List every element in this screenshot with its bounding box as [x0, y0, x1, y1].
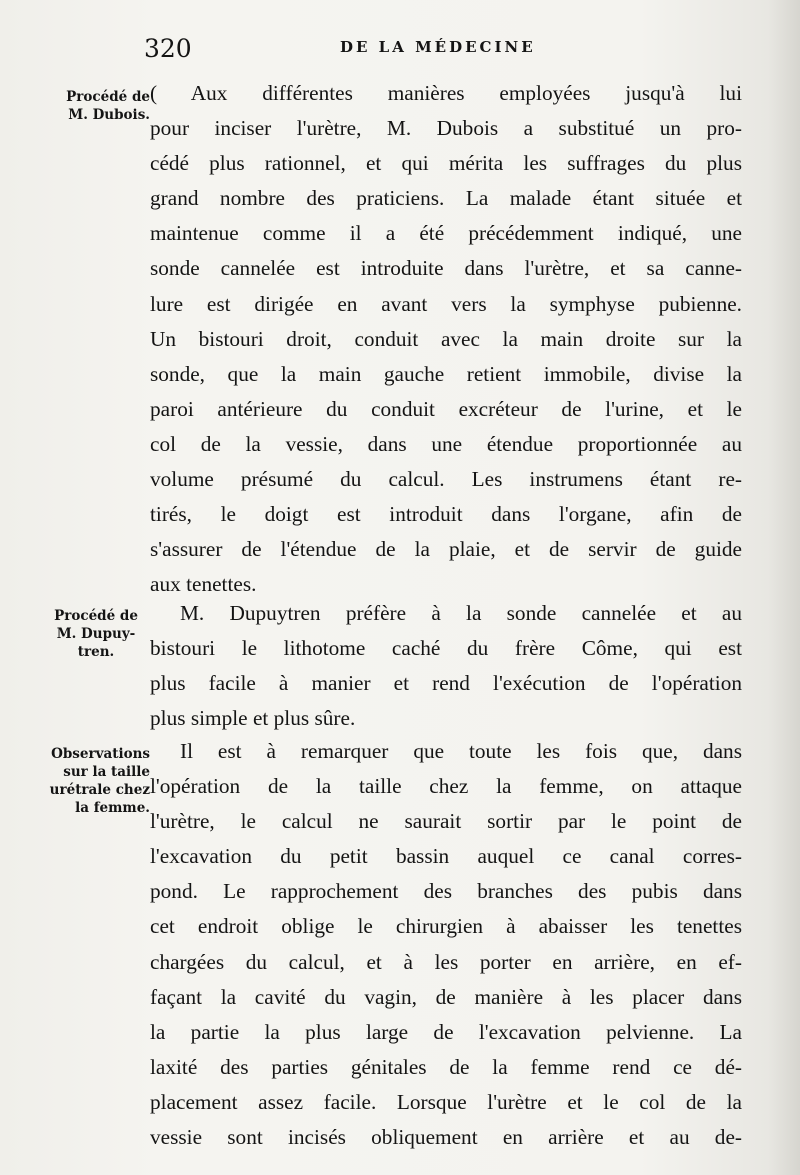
text-line: plus simple et plus sûre.: [150, 706, 356, 731]
running-head: DE LA MÉDECINE: [340, 38, 536, 56]
text-line: plus facile à manier et rend l'exécution de l'opération: [150, 671, 742, 696]
text-line: col de la vessie, dans une étendue proportionnée au: [150, 431, 742, 456]
text-line: grand nombre des praticiens. La malade étant située et: [150, 186, 742, 211]
paragraph-dupuytren: [150, 596, 742, 736]
text-line: M. Dupuytren préfère à la sonde cannelée et au: [180, 601, 742, 625]
text-line: maintenue comme il a été précédemment indiqué, une: [150, 221, 742, 246]
text-line: bistouri le lithotome caché du frère Côme, qui est: [150, 636, 742, 661]
text-line: vessie sont incisés obliquement en arrière et au de-: [150, 1125, 742, 1150]
text-line: paroi antérieure du conduit excréteur de l'urine, et le: [150, 396, 742, 421]
paragraph-observations: [150, 734, 742, 1155]
text-line: volume présumé du calcul. Les instrumens étant re-: [150, 467, 742, 492]
text-line: l'opération de la taille chez la femme, on attaque: [150, 774, 742, 799]
margin-note-line: tren.: [77, 644, 115, 660]
text-line: cet endroit oblige le chirurgien à abaisser les tenettes: [150, 914, 742, 939]
text-line: la partie la plus large de l'excavation pelvienne. La: [150, 1019, 742, 1044]
text-line: l'excavation du petit bassin auquel ce canal corres-: [150, 844, 742, 869]
page-number: 320: [144, 34, 192, 63]
margin-note-line: M. Dupuy-: [56, 626, 136, 642]
text-line: pour inciser l'urètre, M. Dubois a substitué un pro-: [150, 116, 742, 141]
margin-note-line: sur la taille: [63, 764, 150, 780]
text-line: lure est dirigée en avant vers la symphyse pubienne.: [150, 291, 742, 316]
text-line: Un bistouri droit, conduit avec la main droite sur la: [150, 326, 742, 351]
margin-note-line: urétrale chez: [49, 782, 150, 798]
text-line: placement assez facile. Lorsque l'urètre et le col de la: [150, 1089, 742, 1114]
text-line: sonde, que la main gauche retient immobile, divise la: [150, 361, 742, 386]
text-line: chargées du calcul, et à les porter en arrière, en ef-: [150, 949, 742, 974]
margin-note-line: Observations: [51, 746, 150, 762]
text-line: Il est à remarquer que toute les fois que, dans: [180, 739, 742, 763]
text-line: l'urètre, le calcul ne saurait sortir par le point de: [150, 809, 742, 834]
text-line: tirés, le doigt est introduit dans l'organe, afin de: [150, 502, 742, 527]
text-line: sonde cannelée est introduite dans l'urètre, et sa canne-: [150, 256, 742, 281]
text-line: laxité des parties génitales de la femme rend ce dé-: [150, 1054, 742, 1079]
text-line: s'assurer de l'étendue de la plaie, et de servir de guide: [150, 537, 742, 562]
text-line: pond. Le rapprochement des branches des pubis dans: [150, 879, 742, 904]
margin-note-dubois: [22, 88, 150, 124]
margin-note-line: la femme.: [75, 800, 150, 816]
margin-note-line: Procédé de: [54, 608, 138, 624]
text-line: façant la cavité du vagin, de manière à les placer dans: [150, 984, 742, 1009]
text-line: ( Aux différentes manières employées jusqu'à lui: [150, 81, 742, 105]
margin-note-line: M. Dubois.: [68, 107, 150, 123]
text-line: aux tenettes.: [150, 572, 257, 597]
text-line: cédé plus rationnel, et qui mérita les suffrages du plus: [150, 151, 742, 176]
margin-note-observations: [20, 745, 150, 817]
page-header: [0, 34, 800, 64]
margin-note-dupuytren: [26, 607, 166, 661]
margin-note-line: Procédé de: [66, 89, 150, 105]
paragraph-dubois: [150, 76, 742, 602]
